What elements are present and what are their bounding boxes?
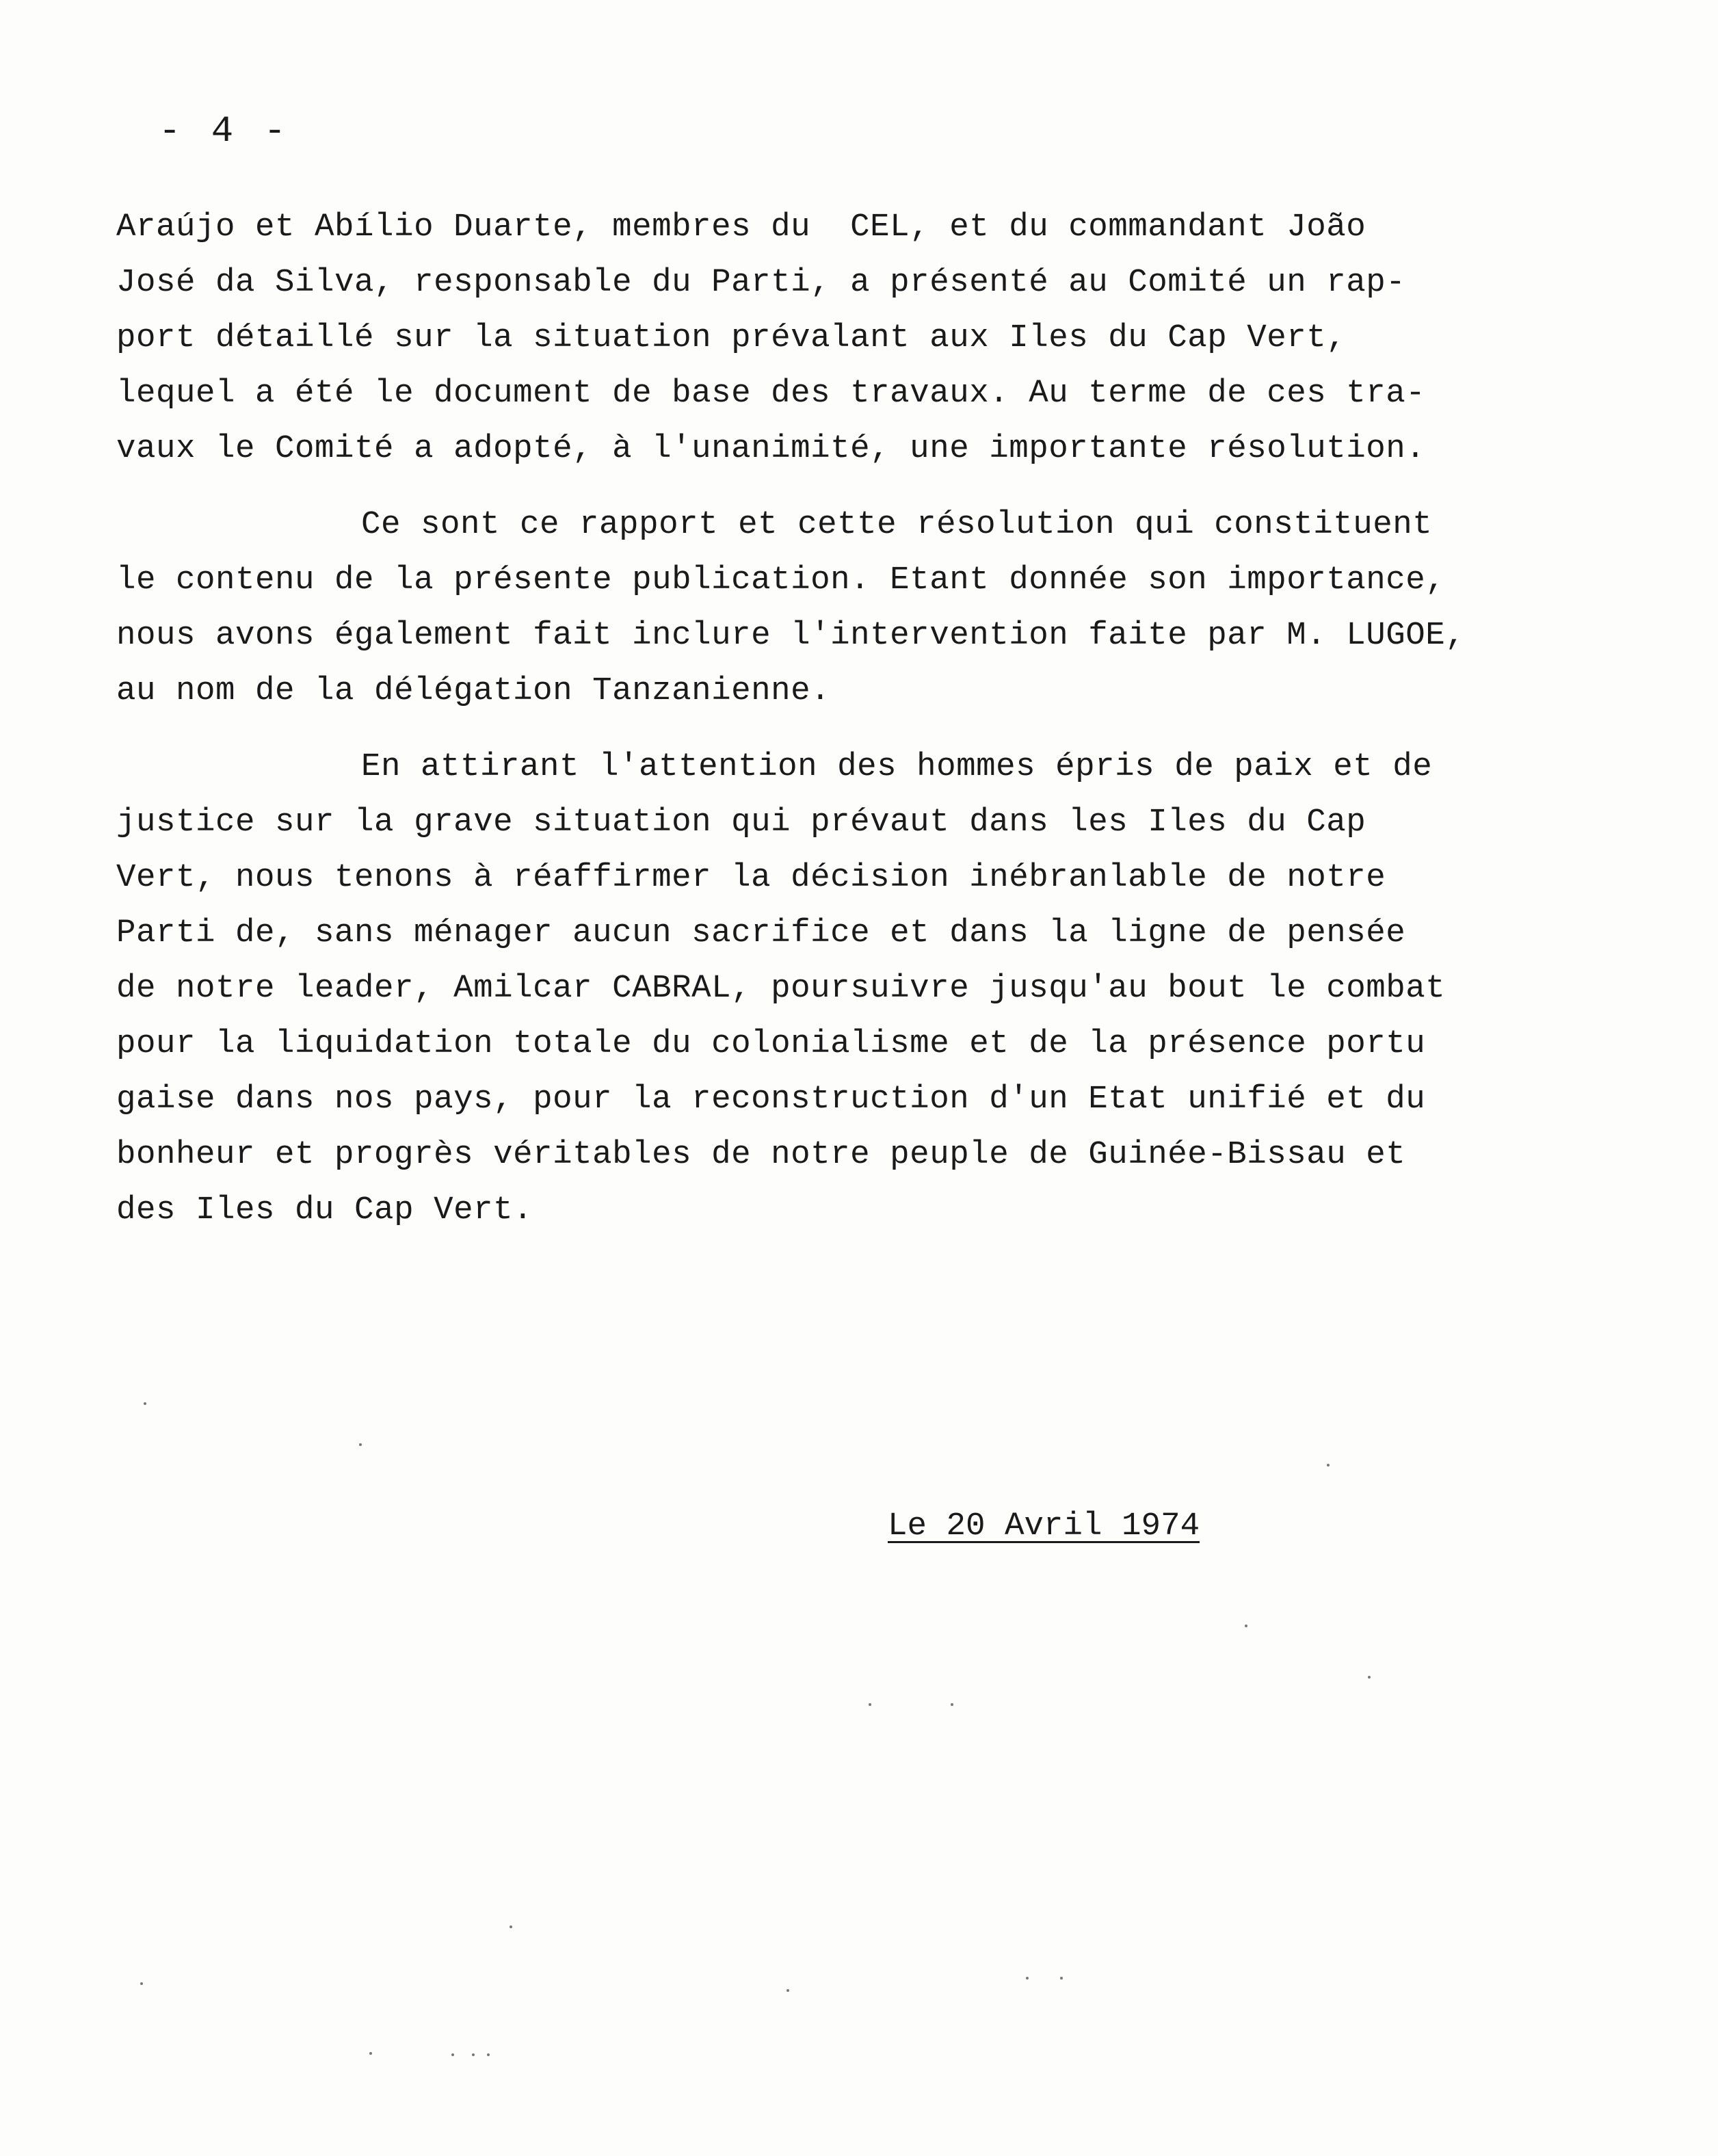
scan-speck — [144, 1402, 146, 1405]
paragraph-1 — [116, 200, 1518, 477]
scan-speck — [359, 1443, 362, 1446]
text-line: des Iles du Cap Vert. — [116, 1192, 533, 1228]
paragraph-3 — [116, 739, 1518, 1238]
text-line: En attirant l'attention des hommes épris de paix et de — [361, 748, 1433, 785]
paragraph-2 — [116, 497, 1518, 719]
scan-speck — [451, 2053, 454, 2056]
paragraph-gap — [116, 719, 1518, 739]
text-line: Ce sont ce rapport et cette résolution qui constituent — [361, 506, 1433, 543]
text-line: au nom de la délégation Tanzanienne. — [116, 672, 831, 709]
scan-speck — [1060, 1977, 1063, 1980]
text-line: Vert, nous tenons à réaffirmer la décision inébranlable de notre — [116, 859, 1386, 896]
scan-speck — [1368, 1676, 1371, 1679]
scan-speck — [787, 1989, 789, 1992]
text-line: gaise dans nos pays, pour la reconstruction d'un Etat unifié et du — [116, 1081, 1426, 1118]
body-text — [116, 200, 1518, 1238]
paragraph-gap — [116, 477, 1518, 497]
scan-speck — [1026, 1977, 1029, 1980]
text-line: bonheur et progrès véritables de notre peuple de Guinée-Bissau et — [116, 1136, 1406, 1173]
scan-speck — [1245, 1625, 1247, 1627]
text-line: le contenu de la présente publication. Etant donnée son importance, — [116, 562, 1446, 599]
scan-speck — [487, 2053, 490, 2056]
text-line: Parti de, sans ménager aucun sacrifice et dans la ligne de pensée — [116, 915, 1406, 951]
text-line: port détaillé sur la situation prévalant aux Iles du Cap Vert, — [116, 319, 1347, 356]
scan-speck — [869, 1703, 871, 1706]
text-line: vaux le Comité a adopté, à l'unanimité, une importante résolution. — [116, 430, 1426, 467]
text-line: justice sur la grave situation qui prévaut dans les Iles du Cap — [116, 804, 1366, 841]
page-number: - 4 - — [159, 111, 291, 153]
scan-speck — [1327, 1464, 1330, 1467]
scan-speck — [951, 1703, 953, 1706]
text-line: nous avons également fait inclure l'intervention faite par M. LUGOE, — [116, 617, 1466, 654]
scan-speck — [369, 2052, 372, 2055]
scan-speck — [510, 1925, 512, 1928]
scan-speck — [472, 2053, 475, 2056]
text-line: de notre leader, Amilcar CABRAL, poursuivre jusqu'au bout le combat — [116, 970, 1446, 1007]
text-line: pour la liquidation totale du colonialisme et de la présence portu — [116, 1025, 1426, 1062]
text-line: José da Silva, responsable du Parti, a présenté au Comité un rap- — [116, 264, 1406, 301]
scan-speck — [140, 1982, 143, 1985]
text-line: lequel a été le document de base des travaux. Au terme de ces tra- — [116, 375, 1426, 412]
text-line: Araújo et Abílio Duarte, membres du CEL, et du commandant João — [116, 209, 1366, 246]
signature-date: Le 20 Avril 1974 — [888, 1508, 1200, 1544]
